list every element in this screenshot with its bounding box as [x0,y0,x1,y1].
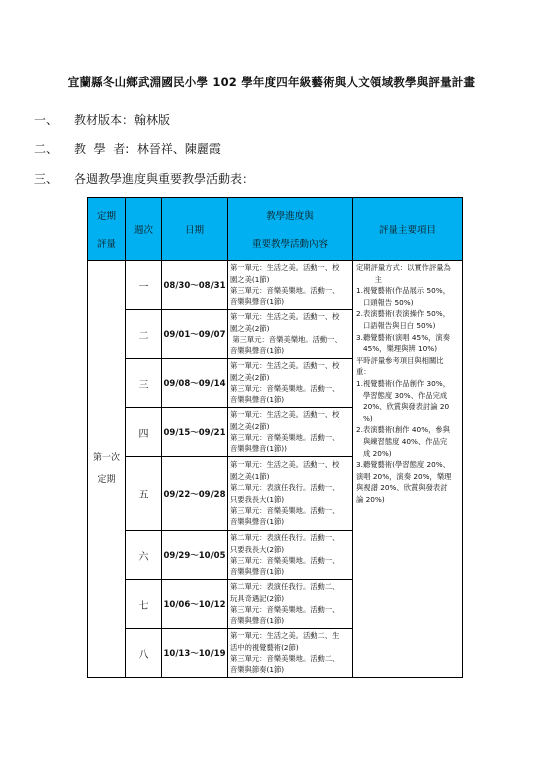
evaluation-line: 3.聽覺藝術(演唱 45%，演奏 [356,332,451,342]
content-line: 只要我長大(2節) [230,544,285,554]
content-line: 活中的視覺藝術(2節) [230,642,299,652]
table-header-row [88,198,463,261]
section-number: 三、 [34,172,59,186]
evaluation-cell [353,261,463,678]
content-line: 音樂與聲音(1節) [230,616,285,626]
evaluation-line: 成 20%) [356,448,392,458]
content-line: 音樂與聲音(1節) [230,297,285,307]
content-line: 第三單元：音樂美樂地。活動一、 [230,384,340,393]
section-teachers [34,140,221,157]
content-line: 只要我長大(1節) [230,494,285,504]
header-evaluation: 評量主要項目 [353,198,463,261]
week-cell: 四 [126,408,162,457]
header-week: 週次 [126,198,162,261]
term-label-line1: 第一次 [92,453,120,463]
evaluation-line: 1.視覺藝術(作品展示 50%， [356,286,451,296]
evaluation-line: 45%，樂理與辨 10%) [356,344,438,354]
section-number: 一、 [34,113,59,127]
header-content-line2: 重要教學活動內容 [251,239,328,250]
content-line: 第一單元：生活之美。活動一、校 [230,460,340,470]
content-line: 玩具奇遇記(2節) [230,593,285,603]
content-line: 第三單元：音樂美樂地。活動一、 [230,556,340,565]
content-line: 園之美(2節) [230,421,270,431]
week-cell: 六 [126,531,162,580]
term-label-line2: 定期 [97,475,116,485]
section-schedule [34,170,254,187]
evaluation-line: 口語報告與日白 50%) [356,320,436,330]
week-cell: 八 [126,629,162,678]
section-number: 二、 [34,142,59,156]
section-text: 教材版本：翰林版 [74,113,171,127]
content-cell [228,261,353,310]
header-content-line1: 教學進度與 [266,211,314,222]
evaluation-line: 3.聽覺藝術(學習態度 20%、 [356,460,451,470]
evaluation-line: 主 [356,274,382,284]
content-line: 第三單元：音樂美樂地。活動一、 [230,335,342,344]
evaluation-line: 與視譜 20%、欣賞與發表討 [356,483,448,493]
content-line: 第二單元：表演任我行。活動一、 [230,483,340,493]
header-date: 日期 [162,198,228,261]
header-term-line2: 評量 [96,239,116,250]
content-line: 音樂與聲音(1節)) [230,444,287,454]
content-line: 第一單元：生活之美。活動一、校 [230,312,340,322]
evaluation-line: 重： [356,367,371,377]
content-line: 音樂與聲音(1節) [230,395,285,405]
section-text: 教 學 者: 林晉祥、陳麗霞 [74,142,221,156]
week-cell: 二 [126,310,162,359]
date-cell: 10/06～10/12 [162,580,228,629]
content-cell [228,359,353,408]
content-line: 第三單元：音樂美樂地。活動一、 [230,286,340,295]
date-cell: 09/22～09/28 [162,457,228,531]
content-cell [228,531,353,580]
content-line: 第三單元：音樂美樂地。活動二、 [230,654,340,663]
evaluation-line: 演唱 20%，演奏 20%，樂理 [356,471,452,481]
header-content [228,198,353,261]
date-cell: 10/13～10/19 [162,629,228,678]
content-line: 園之美(2節) [230,372,270,382]
week-cell: 五 [126,457,162,531]
content-cell [228,629,353,678]
date-cell: 09/29～10/05 [162,531,228,580]
header-term-line1: 定期 [96,211,116,222]
content-line: 園之美(1節) [230,471,270,481]
evaluation-line: 與練習態度 40%、作品完 [356,436,448,446]
document-title: 宜蘭縣冬山鄉武淵國民小學 102 學年度四年級藝術與人文領域教學與評量計畫 [67,75,476,89]
content-line: 音樂與聲音(1節) [230,567,285,577]
week-cell: 三 [126,359,162,408]
content-line: 第一單元：生活之美。活動一、校 [230,361,340,371]
section-text: 各週教學進度與重要教學活動表： [74,172,255,186]
week-cell: 七 [126,580,162,629]
content-line: 音樂與聲音(1節) [230,346,285,356]
evaluation-line: 2.表演藝術(創作 40%，參與 [356,425,451,435]
content-cell [228,457,353,531]
content-line: 第一單元：生活之美。活動一、校 [230,263,340,273]
content-line: 第一單元：生活之美。活動二、生 [230,631,340,641]
schedule-table [87,197,463,678]
date-cell: 09/01～09/07 [162,310,228,359]
content-cell [228,408,353,457]
content-line: 音樂與聲音(1節) [230,517,285,527]
evaluation-line: 1.視覺藝術(作品創作 30%， [356,378,451,388]
date-cell: 09/08～09/14 [162,359,228,408]
table-row [88,261,463,310]
content-line: 第三單元：音樂美樂地。活動一、 [230,505,340,515]
content-line: 園之美(1節) [230,274,270,284]
content-line: 第二單元：表演任我行。活動二、 [230,582,340,592]
evaluation-line: 定期評量方式：以實作評量為 [356,263,451,272]
content-line: 園之美(2節) [230,323,270,333]
evaluation-line: 論 20%) [356,494,385,504]
content-line: 第一單元：生活之美。活動一、校 [230,410,340,420]
evaluation-line: 平時評量參考項目與相關比 [356,355,444,365]
section-textbook [34,111,170,128]
content-line: 第二單元：表演任我行。活動一、 [230,533,340,543]
header-term [88,198,126,261]
evaluation-line: 學習態度 30%、作品完成 [356,390,448,400]
content-line: 音樂與節奏(1節) [230,665,285,675]
evaluation-line: %) [356,413,373,423]
evaluation-line: 口頭報告 50%) [356,297,414,307]
content-line: 第三單元：音樂美樂地。活動一、 [230,605,340,614]
date-cell: 09/15～09/21 [162,408,228,457]
evaluation-line: 20%、欣賞與發表討論 20 [356,402,450,412]
date-cell: 08/30～08/31 [162,261,228,310]
term-cell [88,261,126,678]
evaluation-line: 2.表演藝術(表演操作 50%， [356,309,451,319]
content-cell [228,310,353,359]
content-cell [228,580,353,629]
content-line: 第三單元：音樂美樂地。活動一、 [230,433,340,442]
week-cell: 一 [126,261,162,310]
